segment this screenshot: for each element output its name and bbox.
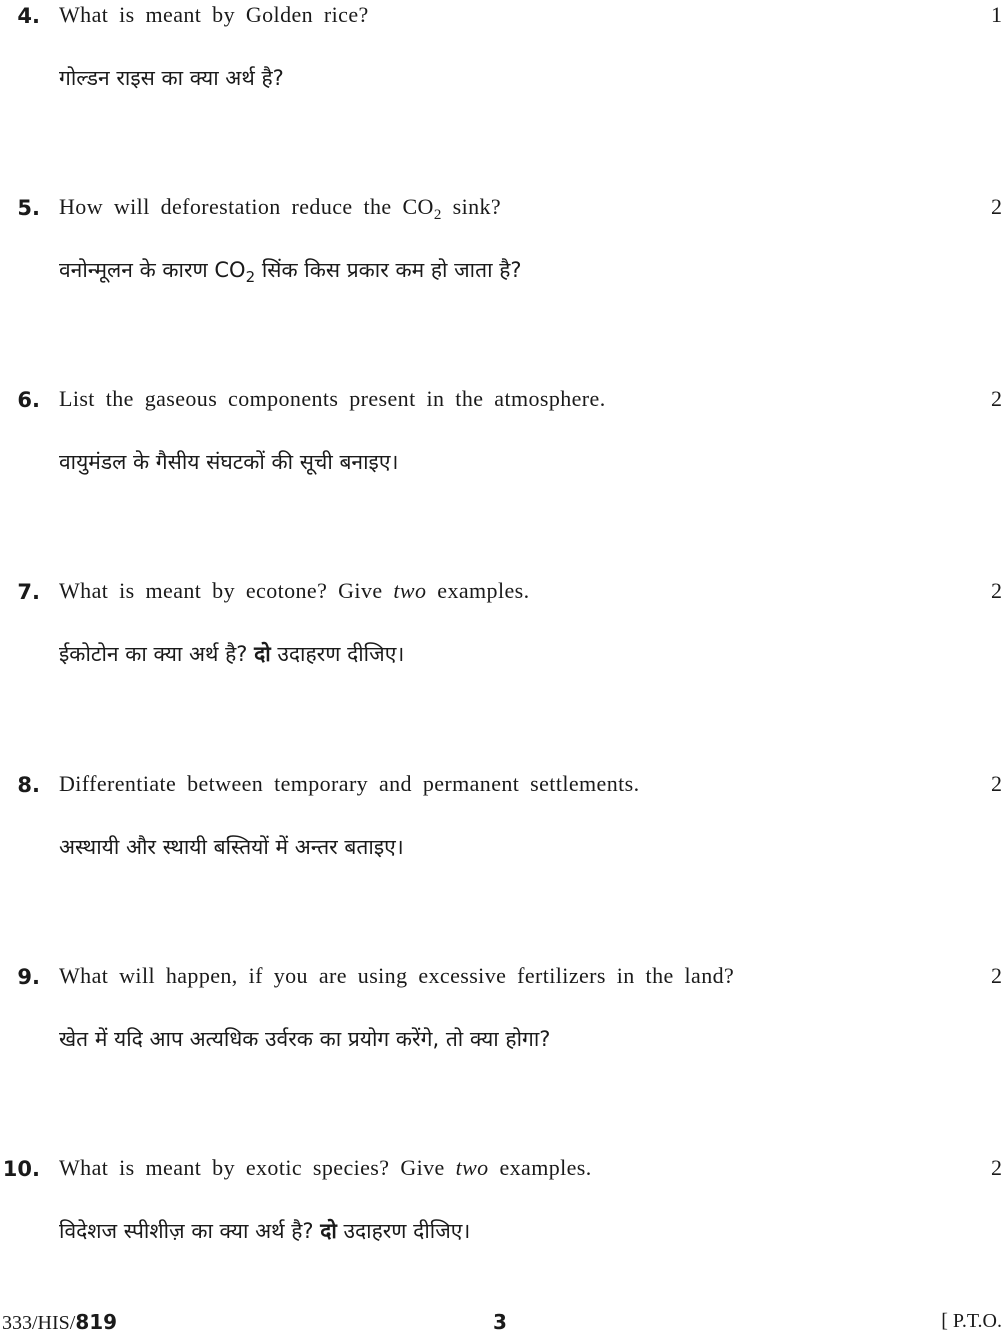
question-number: 7. [17, 580, 40, 604]
emphasis: दो [320, 1219, 337, 1243]
subscript: 2 [245, 268, 256, 286]
question-number: 8. [17, 773, 40, 797]
question-text-hindi: वायुमंडल के गैसीय संघटकों की सूची बनाइए। [59, 450, 399, 474]
question-number: 4. [17, 4, 40, 28]
question-text-english: What is meant by Golden rice? [59, 2, 369, 27]
question-text-hindi: गोल्डन राइस का क्या अर्थ है? [59, 66, 284, 90]
question-text-english: What is meant by exotic species? Give two examples. [59, 1155, 592, 1180]
page-number: 3 [493, 1310, 507, 1334]
question-text-hindi: ईकोटोन का क्या अर्थ है? दो उदाहरण दीजिए। [59, 642, 405, 666]
question-number: 9. [17, 965, 40, 989]
question-text-english: How will deforestation reduce the $CO_2$ sink? [59, 194, 502, 223]
emphasis: दो [254, 642, 271, 666]
question-text-english: List the gaseous components present in the atmosphere. [59, 386, 606, 411]
question-marks: 2 [991, 578, 1002, 603]
emphasis: two [393, 578, 427, 603]
question-text-english: What is meant by ecotone? Give two examples. [59, 578, 530, 603]
question-marks: 1 [991, 2, 1002, 27]
question-number: 6. [17, 388, 40, 412]
pto-label: [ P.T.O. [941, 1310, 1002, 1332]
question-text-hindi: अस्थायी और स्थायी बस्तियों में अन्तर बताइए। [59, 835, 404, 859]
question-text-hindi: खेत में यदि आप अत्यधिक उर्वरक का प्रयोग करेंगे, तो क्या होगा? [59, 1027, 551, 1051]
question-number: 5. [17, 196, 40, 220]
page-footer [0, 1310, 1005, 1334]
emphasis: two [455, 1155, 489, 1180]
question-marks: 2 [991, 1155, 1002, 1180]
question-marks: 2 [991, 194, 1002, 219]
question-marks: 2 [991, 386, 1002, 411]
question-marks: 2 [991, 771, 1002, 796]
question-text-english: Differentiate between temporary and permanent settlements. [59, 771, 640, 796]
paper-code: 333/HIS/819 [2, 1310, 118, 1334]
question-text-hindi: वनोन्मूलन के कारण $CO_2$ सिंक किस प्रकार कम हो जाता है? [59, 258, 522, 286]
question-text-english: What will happen, if you are using excessive fertilizers in the land? [59, 963, 735, 988]
question-number: 10. [2, 1157, 40, 1181]
subscript: 2 [433, 207, 442, 223]
question-marks: 2 [991, 963, 1002, 988]
question-text-hindi: विदेशज स्पीशीज़ का क्या अर्थ है? दो उदाहरण दीजिए। [59, 1219, 471, 1243]
